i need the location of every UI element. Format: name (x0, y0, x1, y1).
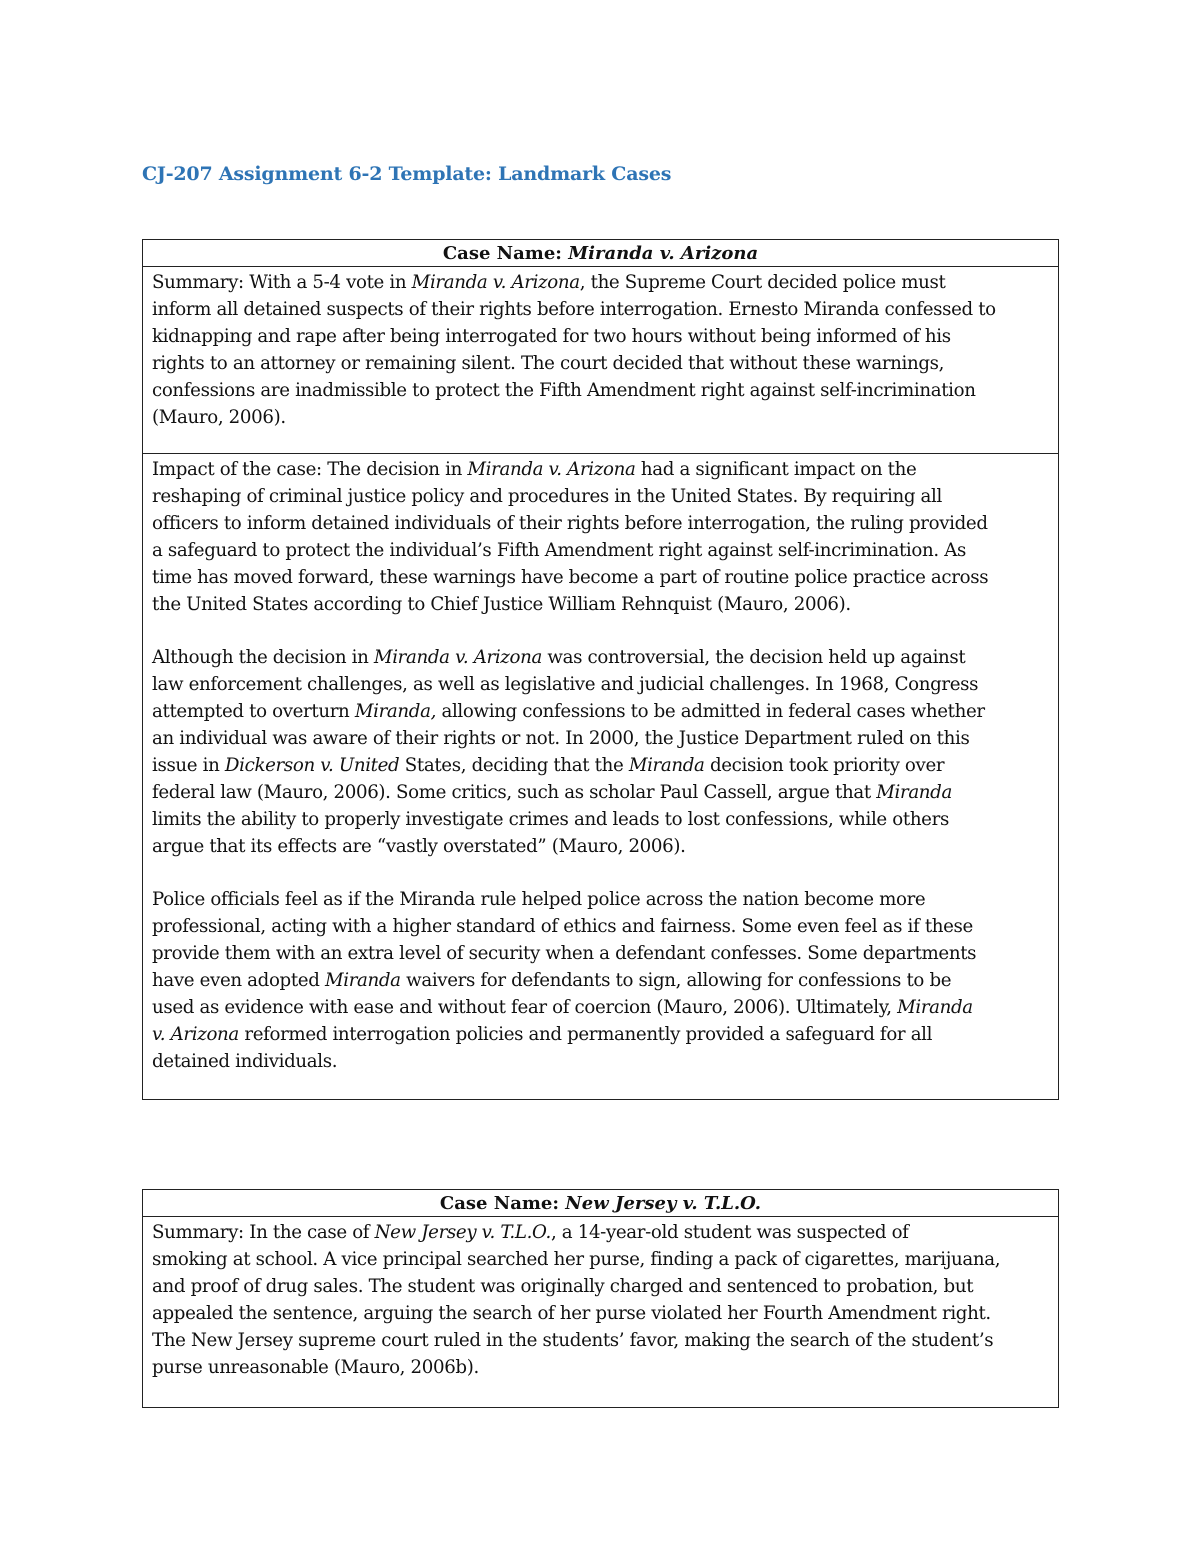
text-line: argue that its effects are “vastly overstated” (Mauro, 2006). (152, 836, 686, 857)
italic-text: Miranda v. Arizona (411, 272, 580, 293)
text-line: issue in Dickerson v. United States, deciding that the Miranda decision took priority over (152, 755, 945, 776)
case-table-tlo (142, 1189, 1059, 1408)
case-name-label: Case Name: (442, 243, 569, 264)
text-line: professional, acting with a higher standard of ethics and fairness. Some even feel as if these (152, 916, 973, 937)
text-line: reshaping of criminal justice policy and procedures in the United States. By requiring all (152, 486, 942, 507)
text-line: Summary: In the case of New Jersey v. T.L.O., a 14-year-old student was suspected of (152, 1222, 909, 1243)
text-line: inform all detained suspects of their rights before interrogation. Ernesto Miranda confessed to (152, 299, 996, 320)
case-impact-cell (143, 454, 1058, 1075)
text-line: rights to an attorney or remaining silent. The court decided that without these warnings, (152, 353, 945, 374)
case-name-header (143, 1190, 1058, 1217)
italic-text: Miranda (897, 997, 973, 1018)
italic-text: Miranda v. Arizona (467, 459, 636, 480)
text-line: Police officials feel as if the Miranda rule helped police across the nation become more (152, 889, 926, 910)
text-line: smoking at school. A vice principal searched her purse, finding a pack of cigarettes, marijuana, (152, 1249, 1001, 1270)
text-line: The New Jersey supreme court ruled in the students’ favor, making the search of the student’s (152, 1330, 994, 1351)
case-name-header (143, 240, 1058, 267)
case-summary-cell (143, 267, 1058, 454)
text-line: the United States according to Chief Justice William Rehnquist (Mauro, 2006). (152, 594, 851, 615)
text-line: purse unreasonable (Mauro, 2006b). (152, 1357, 479, 1378)
text-line: time has moved forward, these warnings have become a part of routine police practice across (152, 567, 989, 588)
italic-text: Miranda v. Arizona (373, 647, 542, 668)
text-line: Summary: With a 5-4 vote in Miranda v. Arizona, the Supreme Court decided police must (152, 272, 946, 293)
impact-paragraph (152, 456, 1050, 618)
italic-text: Miranda (324, 970, 401, 991)
text-line: (Mauro, 2006). (152, 407, 286, 428)
text-line: confessions are inadmissible to protect the Fifth Amendment right against self-incrimination (152, 380, 976, 401)
text-line: have even adopted Miranda waivers for defendants to sign, allowing for confessions to be (152, 970, 952, 991)
text-line: federal law (Mauro, 2006). Some critics, such as scholar Paul Cassell, argue that Miranda (152, 782, 952, 803)
case-summary-cell (143, 1217, 1058, 1381)
italic-text: New Jersey v. T.L.O. (374, 1222, 551, 1243)
text-line: provide them with an extra level of security when a defendant confesses. Some departments (152, 943, 977, 964)
document-title: CJ-207 Assignment 6-2 Template: Landmark Cases (142, 163, 672, 185)
text-line: used as evidence with ease and without fear of coercion (Mauro, 2006). Ultimately, Miranda (152, 997, 973, 1018)
italic-text: Miranda (628, 755, 705, 776)
text-line: law enforcement challenges, as well as legislative and judicial challenges. In 1968, Congress (152, 674, 979, 695)
italic-text: Miranda, (354, 701, 437, 722)
text-line: appealed the sentence, arguing the search of her purse violated her Fourth Amendment right. (152, 1303, 991, 1324)
case-name-label: Case Name: (439, 1193, 566, 1214)
text-line: Although the decision in Miranda v. Arizona was controversial, the decision held up against (152, 647, 966, 668)
text-line: and proof of drug sales. The student was originally charged and sentenced to probation, but (152, 1276, 974, 1297)
text-line: a safeguard to protect the individual’s Fifth Amendment right against self-incrimination. As (152, 540, 966, 561)
case-summary (152, 269, 1050, 431)
text-line: limits the ability to properly investigate crimes and leads to lost confessions, while others (152, 809, 949, 830)
text-line: v. Arizona reformed interrogation policies and permanently provided a safeguard for all (152, 1024, 933, 1045)
case-name: Miranda v. Arizona (568, 243, 759, 264)
text-line: detained individuals. (152, 1051, 338, 1072)
case-summary (152, 1219, 1050, 1381)
text-line: kidnapping and rape after being interrogated for two hours without being informed of his (152, 326, 951, 347)
case-table-miranda (142, 239, 1059, 1100)
text-line: Impact of the case: The decision in Miranda v. Arizona had a significant impact on the (152, 459, 917, 480)
italic-text: Dickerson v. United (224, 755, 400, 776)
text-line: an individual was aware of their rights or not. In 2000, the Justice Department ruled on this (152, 728, 970, 749)
text-line: attempted to overturn Miranda, allowing confessions to be admitted in federal cases whether (152, 701, 985, 722)
italic-text: Miranda (876, 782, 952, 803)
italic-text: v. Arizona (152, 1024, 239, 1045)
case-name: New Jersey v. T.L.O. (565, 1193, 762, 1214)
text-line: officers to inform detained individuals of their rights before interrogation, the ruling provided (152, 513, 988, 534)
impact-paragraph (152, 886, 1050, 1075)
impact-paragraph (152, 644, 1050, 860)
